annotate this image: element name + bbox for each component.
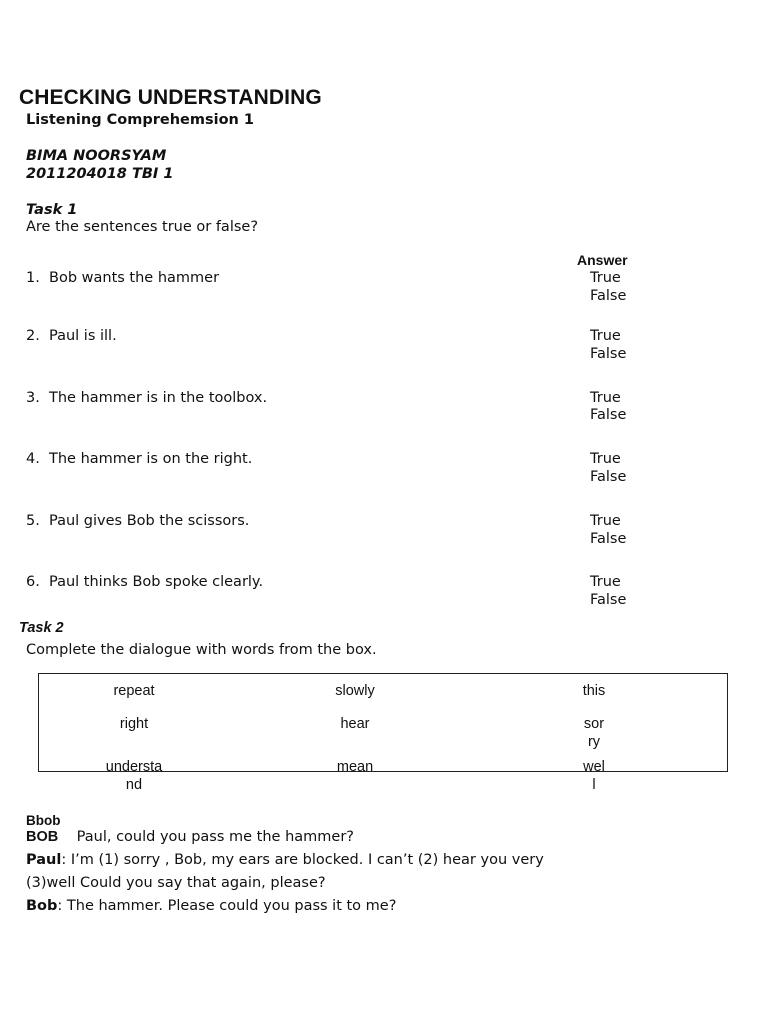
word-box-word: sor ry <box>583 716 605 750</box>
answer-false-2: False <box>590 346 627 362</box>
speaker-name: BOB <box>26 829 59 845</box>
question-text: Bob wants the hammer <box>49 270 220 286</box>
answer-true-3: True <box>590 390 621 406</box>
word-box-word: right <box>119 716 149 732</box>
question-4 <box>26 451 252 467</box>
question-2 <box>26 328 117 344</box>
task1-instruction: Are the sentences true or false? <box>26 219 259 235</box>
word-box-word: wel l <box>583 759 605 793</box>
question-6 <box>26 574 263 590</box>
question-text: Paul is ill. <box>49 328 117 344</box>
question-number: 3. <box>26 390 40 406</box>
question-3 <box>26 390 267 406</box>
answer-false-5: False <box>590 531 627 547</box>
dialogue-text: : The hammer. Please could you pass it to me? <box>57 898 397 914</box>
task1-heading: Task 1 <box>26 202 78 218</box>
question-number: 2. <box>26 328 40 344</box>
answer-column-header: Answer <box>577 252 628 268</box>
question-number: 6. <box>26 574 40 590</box>
question-number: 5. <box>26 513 40 529</box>
word-box-word: hear <box>340 716 370 732</box>
question-number: 4. <box>26 451 40 467</box>
answer-true-6: True <box>590 574 621 590</box>
dialogue-line-1 <box>26 829 354 845</box>
word-box-word: slowly <box>335 683 375 699</box>
answer-true-4: True <box>590 451 621 467</box>
question-text: Paul thinks Bob spoke clearly. <box>49 574 264 590</box>
dialogue-text: (3)well Could you say that again, please? <box>26 875 326 891</box>
page-title: CHECKING UNDERSTANDING <box>19 86 322 109</box>
answer-false-1: False <box>590 288 627 304</box>
question-number: 1. <box>26 270 40 286</box>
question-5 <box>26 513 249 529</box>
question-text: The hammer is on the right. <box>49 451 253 467</box>
speaker-name: Paul <box>26 852 62 868</box>
dialogue-line-4 <box>26 898 396 914</box>
speaker-name: Bob <box>26 898 58 914</box>
question-text: Paul gives Bob the scissors. <box>49 513 250 529</box>
dialogue-text: : I’m (1) sorry , Bob, my ears are blocked. I can’t (2) hear you very <box>61 852 544 868</box>
answer-false-6: False <box>590 592 627 608</box>
answer-true-1: True <box>590 270 621 286</box>
word-box-word: understa nd <box>105 759 163 793</box>
page-subtitle: Listening Comprehemsion 1 <box>26 112 255 128</box>
answer-true-5: True <box>590 513 621 529</box>
stray-label: Bbob <box>26 813 61 828</box>
word-box-word: this <box>582 683 606 699</box>
word-box-word: repeat <box>113 683 155 699</box>
student-id: 2011204018 TBI 1 <box>26 166 174 182</box>
question-text: The hammer is in the toolbox. <box>49 390 268 406</box>
student-name: BIMA NOORSYAM <box>26 148 167 164</box>
answer-false-3: False <box>590 407 627 423</box>
answer-false-4: False <box>590 469 627 485</box>
answer-true-2: True <box>590 328 621 344</box>
dialogue-line-2 <box>26 852 544 868</box>
task2-heading: Task 2 <box>19 620 64 636</box>
dialogue-text: Paul, could you pass me the hammer? <box>58 829 354 845</box>
word-box-word: mean <box>336 759 374 775</box>
dialogue-line-3 <box>26 875 326 891</box>
question-1 <box>26 270 219 286</box>
task2-instruction: Complete the dialogue with words from the box. <box>26 642 377 658</box>
